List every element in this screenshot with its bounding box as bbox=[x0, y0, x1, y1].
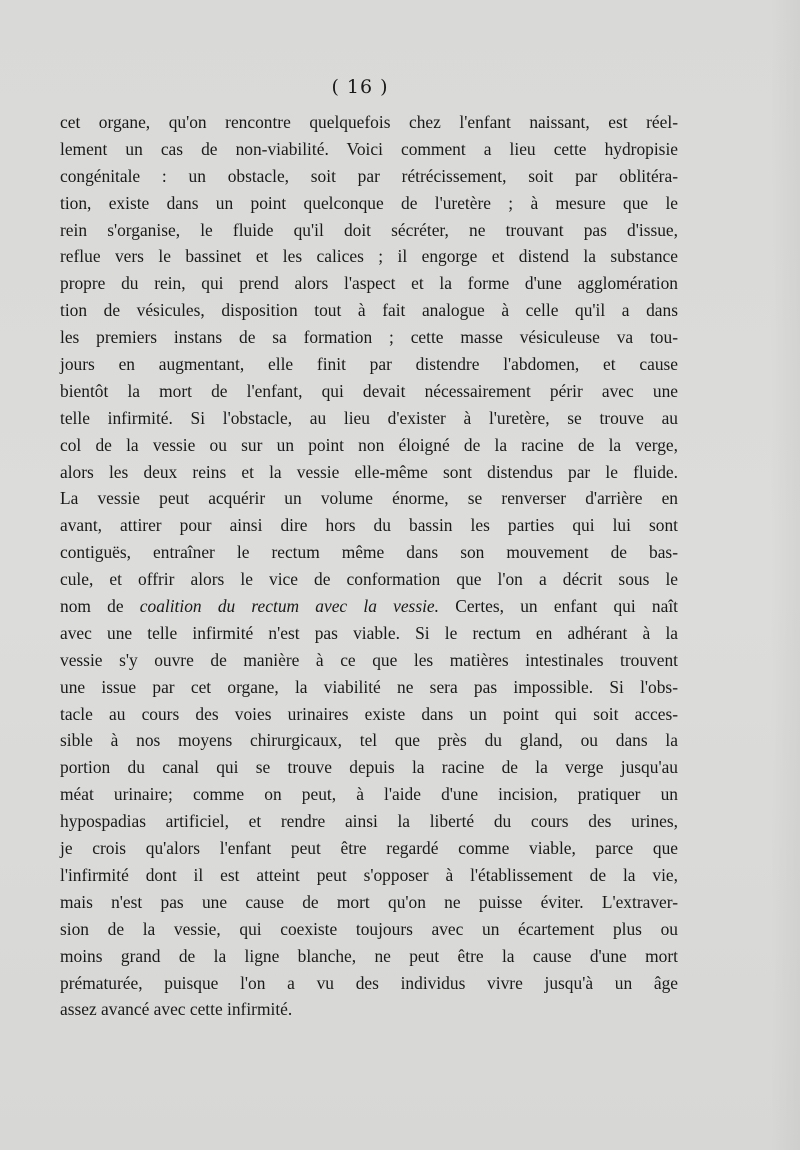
body-text bbox=[60, 109, 678, 1023]
text-line: tacle au cours des voies urinaires existe dans un point qui soit acces- bbox=[60, 703, 678, 724]
text-line: telle infirmité. Si l'obstacle, au lieu d'exister à l'uretère, se trouve au bbox=[60, 407, 678, 428]
text-segment: nom de bbox=[60, 596, 140, 617]
text-line: col de la vessie ou sur un point non éloigné de la racine de la verge, bbox=[60, 434, 678, 455]
text-line: contiguës, entraîner le rectum même dans son mouvement de bas- bbox=[60, 542, 678, 563]
text-line: portion du canal qui se trouve depuis la racine de la verge jusqu'au bbox=[60, 757, 678, 778]
text-line: reflue vers le bassinet et les calices ; il engorge et distend la substance bbox=[60, 246, 678, 267]
text-line: avec une telle infirmité n'est pas viable. Si le rectum en adhérant à la bbox=[60, 622, 678, 643]
text-line: bientôt la mort de l'enfant, qui devait nécessairement périr avec une bbox=[60, 380, 678, 401]
text-line: avant, attirer pour ainsi dire hors du bassin les parties qui lui sont bbox=[60, 515, 678, 536]
page-edge-shadow bbox=[770, 0, 800, 1150]
text-line: jours en augmentant, elle finit par distendre l'abdomen, et cause bbox=[60, 354, 678, 375]
page-number: ( 16 ) bbox=[331, 76, 389, 98]
text-line: tion, existe dans un point quelconque de l'uretère ; à mesure que le bbox=[60, 192, 678, 213]
text-segment: Certes, un enfant qui naît bbox=[439, 596, 679, 617]
text-line: les premiers instans de sa formation ; cette masse vésiculeuse va tou- bbox=[60, 327, 678, 348]
text-line: sion de la vessie, qui coexiste toujours avec un écartement plus ou bbox=[60, 918, 678, 939]
text-line: lement un cas de non-viabilité. Voici comment a lieu cette hydropisie bbox=[60, 138, 678, 159]
text-line: vessie s'y ouvre de manière à ce que les matières intestinales trouvent bbox=[60, 649, 678, 670]
text-line: cule, et offrir alors le vice de conformation que l'on a décrit sous le bbox=[60, 569, 678, 590]
text-line: moins grand de la ligne blanche, ne peut être la cause d'une mort bbox=[60, 945, 678, 966]
text-line: hypospadias artificiel, et rendre ainsi la liberté du cours des urines, bbox=[60, 811, 678, 832]
text-line: tion de vésicules, disposition tout à fait analogue à celle qu'il a dans bbox=[60, 300, 678, 321]
text-line-last: assez avancé avec cette infirmité. bbox=[60, 999, 293, 1020]
text-line: La vessie peut acquérir un volume énorme, se renverser d'arrière en bbox=[60, 488, 678, 509]
text-line: prématurée, puisque l'on a vu des individus vivre jusqu'à un âge bbox=[60, 972, 678, 993]
text-line: sible à nos moyens chirurgicaux, tel que près du gland, ou dans la bbox=[60, 730, 678, 751]
text-line: je crois qu'alors l'enfant peut être regardé comme viable, parce que bbox=[60, 838, 678, 859]
text-line: méat urinaire; comme on peut, à l'aide d'une incision, pratiquer un bbox=[60, 784, 678, 805]
text-line: alors les deux reins et la vessie elle-même sont distendus par le fluide. bbox=[60, 461, 678, 482]
text-line: congénitale : un obstacle, soit par rétrécissement, soit par oblitéra- bbox=[60, 165, 678, 186]
text-line: propre du rein, qui prend alors l'aspect et la forme d'une agglomération bbox=[60, 273, 678, 294]
italic-phrase: coalition du rectum avec la vessie. bbox=[139, 596, 439, 617]
text-line: cet organe, qu'on rencontre quelquefois chez l'enfant naissant, est réel- bbox=[60, 112, 678, 132]
text-line-with-italic bbox=[60, 593, 678, 620]
text-line: l'infirmité dont il est atteint peut s'opposer à l'établissement de la vie, bbox=[60, 864, 678, 885]
text-line: mais n'est pas une cause de mort qu'on ne puisse éviter. L'extraver- bbox=[60, 891, 678, 912]
text-line: une issue par cet organe, la viabilité ne sera pas impossible. Si l'obs- bbox=[60, 676, 678, 697]
text-line: rein s'organise, le fluide qu'il doit sécréter, ne trouvant pas d'issue, bbox=[60, 219, 678, 240]
